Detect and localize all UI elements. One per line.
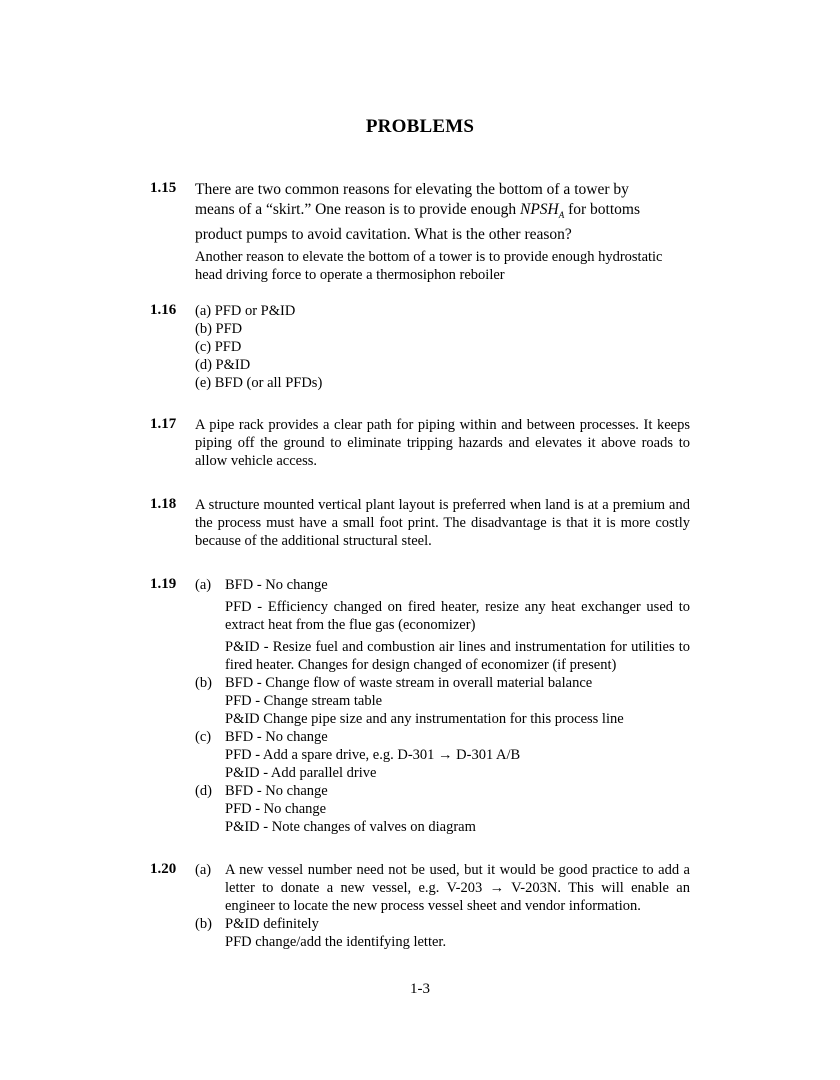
problem-number: 1.17 (150, 416, 177, 432)
problem-body (195, 861, 690, 951)
sub-part-letter: (d) (195, 783, 212, 799)
sub-part-letter: (c) (195, 729, 212, 745)
list-item: (d) P&ID (195, 357, 251, 373)
sub-part-letter: (b) (195, 916, 212, 932)
sub-part-letter: (a) (195, 577, 212, 593)
sub-part-c: (c) BFD - No change PFD - Add a spare drive, e.g. D-301 → D-301 A/B P&ID - Add parallel drive (195, 729, 521, 781)
npsh-term: $NPSH_A$ (519, 200, 565, 220)
question-text: There are two common reasons for elevating the bottom of a tower by means of a “skirt.” One reason is to provide enough $NPSH_A$ for bottoms product pumps to avoid cavitation. What is the other reason? (195, 181, 641, 244)
sub-part-d: (d) BFD - No change PFD - No change P&ID - Note changes of valves on diagram (195, 783, 476, 835)
problem-number: 1.15 (150, 180, 177, 196)
answer-text: A structure mounted vertical plant layout is preferred when land is at a premium and the process must have a small foot print. The disadvantage is that it is more costly because of the additional structural steel. (195, 497, 690, 549)
sub-part-a: (a) BFD - No change PFD - Efficiency changed on fired heater, resize any heat exchanger used to extract heat from the flue gas (economizer) P&ID - Resize fuel and combustion air lines and instrumentation for utilities to fired heater. Changes for design changed of economizer (if present) (195, 577, 690, 673)
problem-number: 1.20 (150, 861, 177, 877)
problem-number: 1.19 (150, 576, 177, 592)
sub-part-letter: (a) (195, 862, 212, 878)
problem-body (195, 302, 690, 392)
problem-number: 1.16 (150, 302, 177, 318)
answer-text: A pipe rack provides a clear path for piping within and between processes. It keeps piping off the ground to eliminate tripping hazards and elevates it above roads to allow vehicle access. (195, 417, 690, 469)
list-item: (a) PFD or P&ID (195, 303, 296, 319)
page-number: 1-3 (410, 981, 430, 997)
answer-text: Another reason to elevate the bottom of a tower is to provide enough hydrostatic head driving force to operate a thermosiphon reboiler (195, 248, 663, 283)
page-title: PROBLEMS (365, 116, 475, 137)
sub-part-b: (b) BFD - Change flow of waste stream in overall material balance PFD - Change stream table P&ID Change pipe size and any instrumentation for this process line (195, 675, 624, 727)
list-item: (c) PFD (195, 339, 242, 355)
sub-part-a: (a) A new vessel number need not be used, but it would be good practice to add a letter to donate a new vessel, e.g. V-203 → V-203N. This will enable an engineer to locate the new process vessel sheet and vendor information. (195, 862, 690, 914)
problem-body (195, 180, 690, 284)
list-item: (b) PFD (195, 321, 243, 337)
problem-body (195, 576, 690, 836)
problem-number: 1.18 (150, 496, 177, 512)
list-item: (e) BFD (or all PFDs) (195, 375, 323, 391)
sub-part-letter: (b) (195, 675, 212, 691)
sub-part-b: (b) P&ID definitely PFD change/add the identifying letter. (195, 916, 447, 950)
